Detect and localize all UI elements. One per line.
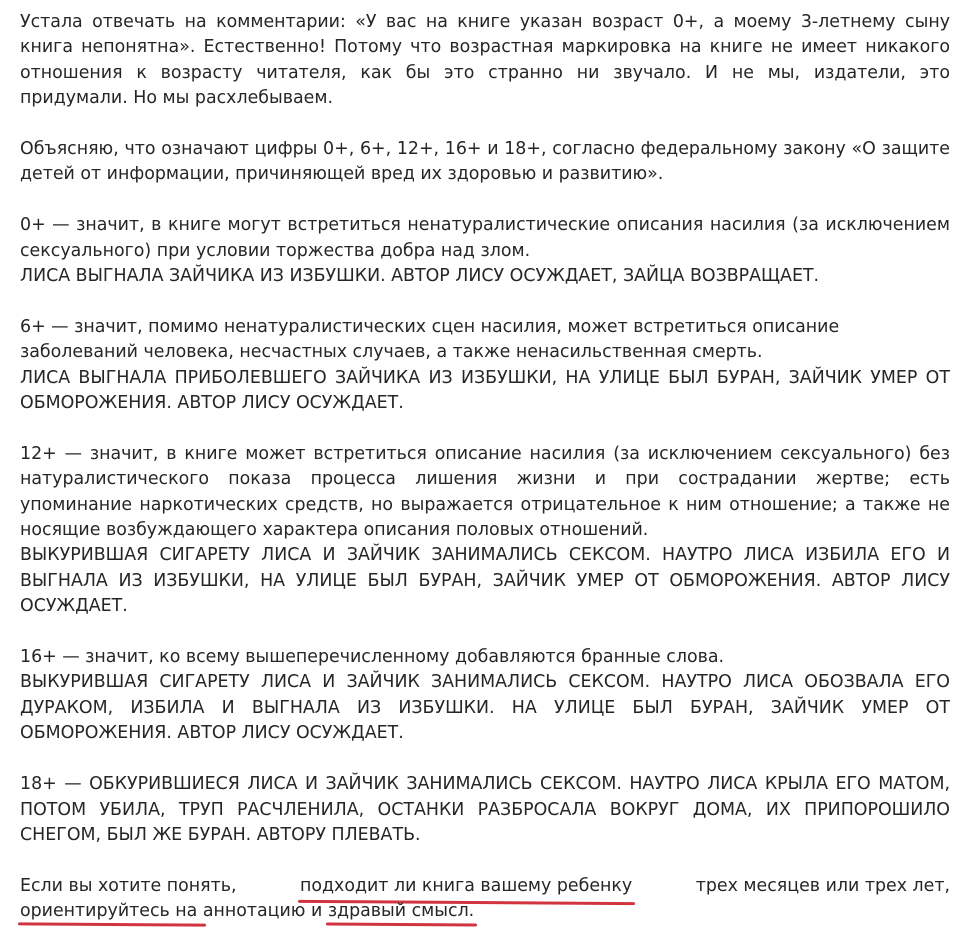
text-line: упоминание наркотических средств, но выражается отрицательное к ним отношение; а также не	[20, 494, 950, 515]
paragraph-age-16	[20, 645, 950, 747]
highlighted-text: здравый смысл.	[327, 901, 475, 922]
conclusion-text: трех месяцев или трех лет,	[695, 875, 950, 896]
paragraph-age-18	[20, 772, 950, 848]
text-line: 12+ — значит, в книге может встретиться описание насилия (за исключением сексуального) без	[20, 443, 950, 464]
text-line: натуралистического показа процесса лишения жизни и при сострадании жертве; есть	[20, 469, 950, 490]
text-line: ЛИСА ВЫГНАЛА ПРИБОЛЕВШЕГО ЗАЙЧИКА ИЗ ИЗБУШКИ, НА УЛИЦЕ БЫЛ БУРАН, ЗАЙЧИК УМЕР ОТ	[20, 367, 950, 388]
highlighted-phrase	[300, 874, 632, 899]
article-body	[20, 10, 950, 925]
text-line: ОБМОРОЖЕНИЯ. АВТОР ЛИСУ ОСУЖДАЕТ.	[20, 723, 404, 744]
text-line: ОСУЖДАЕТ.	[20, 596, 128, 617]
paragraph-age-0	[20, 213, 950, 289]
paragraph-age-12	[20, 442, 950, 620]
text-line: носящие возбуждающего характера описания половых отношений.	[20, 520, 649, 541]
text-line: ПОТОМ УБИЛА, ТРУП РАСЧЛЕНИЛА, ОСТАНКИ РАЗБРОСАЛА ВОКРУГ ДОМА, ИХ ПРИПОРОШИЛО	[20, 799, 950, 820]
text-line: Объясняю, что означают цифры 0+, 6+, 12+, 16+ и 18+, согласно федеральному закону «О защите	[20, 139, 950, 160]
text-line: ВЫКУРИВШАЯ СИГАРЕТУ ЛИСА И ЗАЙЧИК ЗАНИМАЛИСЬ СЕКСОМ. НАУТРО ЛИСА ОБОЗВАЛА ЕГО	[20, 672, 950, 693]
paragraph-conclusion	[20, 874, 950, 925]
text-line: ДУРАКОМ, ИЗБИЛА И ВЫГНАЛА ИЗ ИЗБУШКИ. НА УЛИЦЕ БЫЛ БУРАН, ЗАЙЧИК УМЕР ОТ	[20, 697, 950, 718]
text-line: сексуального) при условии торжества добра над злом.	[20, 240, 531, 261]
text-line: 6+ — значит, помимо ненатуралистических сцен насилия, может встретиться описание	[20, 316, 840, 337]
paragraph-age-6	[20, 315, 950, 417]
text-line	[20, 874, 950, 899]
highlighted-phrase	[328, 901, 474, 921]
text-line: Устала отвечать на комментарии: «У вас на книге указан возраст 0+, а моему 3-летнему сыну	[20, 12, 950, 32]
highlighted-text: подходит ли книга вашему ребенку	[300, 875, 633, 896]
text-line: придумали. Но мы расхлебываем.	[20, 88, 333, 109]
red-underline	[326, 923, 477, 927]
text-line: ВЫГНАЛА ИЗ ИЗБУШКИ, НА УЛИЦЕ БЫЛ БУРАН, ЗАЙЧИК УМЕР ОТ ОБМОРОЖЕНИЯ. АВТОР ЛИСУ	[20, 570, 950, 591]
conclusion-text: аннотацию и	[202, 901, 323, 922]
text-line: ОБМОРОЖЕНИЯ. АВТОР ЛИСУ ОСУЖДАЕТ.	[20, 393, 404, 414]
paragraph-intro	[20, 10, 950, 112]
text-line: ВЫКУРИВШАЯ СИГАРЕТУ ЛИСА И ЗАЙЧИК ЗАНИМАЛИСЬ СЕКСОМ. НАУТРО ЛИСА ИЗБИЛА ЕГО И	[20, 545, 950, 566]
text-line: отношения к возрасту читателя, как бы это странно ни звучало. И не мы, издатели, это	[20, 62, 950, 83]
highlighted-phrase	[20, 901, 203, 921]
text-line: ЛИСА ВЫГНАЛА ЗАЙЧИКА ИЗ ИЗБУШКИ. АВТОР ЛИСУ ОСУЖДАЕТ, ЗАЙЦА ВОЗВРАЩАЕТ.	[20, 266, 820, 287]
red-underline	[18, 922, 206, 926]
text-line: 18+ — ОБКУРИВШИЕСЯ ЛИСА И ЗАЙЧИК ЗАНИМАЛИСЬ СЕКСОМ. НАУТРО ЛИСА КРЫЛА ЕГО МАТОМ,	[20, 774, 950, 795]
text-line: книга непонятна». Естественно! Потому что возрастная маркировка на книге не имеет никакого	[20, 37, 950, 58]
text-line: СНЕГОМ, БЫЛ ЖЕ БУРАН. АВТОРУ ПЛЕВАТЬ.	[20, 824, 421, 845]
paragraph-explain	[20, 137, 950, 188]
text-line: детей от информации, причиняющей вред их здоровью и развитию».	[20, 164, 664, 185]
highlighted-text: ориентируйтесь на	[20, 901, 198, 922]
text-line: заболеваний человека, несчастных случаев, а также ненасильственная смерть.	[20, 342, 763, 363]
text-line: 0+ — значит, в книге могут встретиться ненатуралистические описания насилия (за исключением	[20, 215, 950, 236]
conclusion-text: Если вы хотите понять,	[20, 875, 237, 896]
text-line: 16+ — значит, ко всему вышеперечисленному добавляются бранные слова.	[20, 647, 725, 668]
